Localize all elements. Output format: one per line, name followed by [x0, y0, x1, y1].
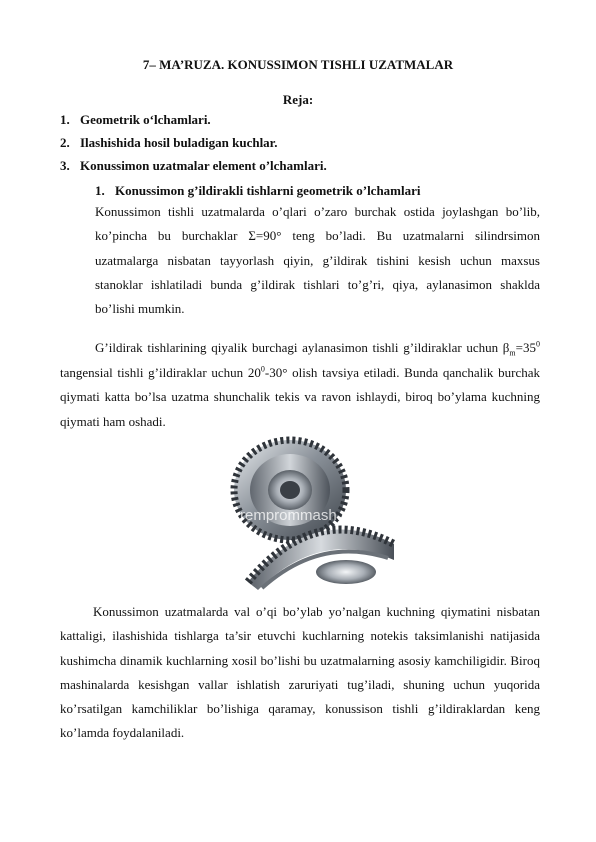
plan-item: [60, 131, 540, 154]
upper-gear-shape: [234, 440, 346, 540]
plan-item: [60, 154, 540, 177]
paragraph-drawbacks: Konussimon uzatmalarda val o’qi bo’ylab yo’nalgan kuchning qiymatini nisbatan kattaligi, ilashishida tishlarga ta’sir etuvchi kuchlarning notekis taksimlanishi natijasida kushimcha dinamik kuchlarning xosil bo’lishi bu uzatmalarning asosiy kamchiligidir. Biroq mashinalarda kesishgan vallar ishlatish zaruriyati tug’iladi, shuning uchun yuqorida ko’rsatilgan kamchiliklar bo’lishiga qaramay, konussison tishli g’ildiraklardan keng ko’lamda foydalaniladi.: [60, 604, 540, 741]
paragraph-intro: Konussimon tishli uzatmalarda o’qlari o’zaro burchak ostida joylashgan bo’lib, ko’pincha bu burchaklar Σ=90° teng bo’ladi. Bu uzatmalarni silindrsimon uzatmalarga nisbatan tayyorlash qiyin, g’ildirak tishini kesish uchun maxsus stanoklar ishlatiladi bunda g’ildirak tishlari to’g’ri, qiya, aylanasimon shaklda bo’lishi mumkin.: [95, 204, 540, 317]
degree-superscript: 0: [260, 364, 265, 374]
paragraph-helix-angle: [60, 336, 540, 434]
figure-watermark: remprommash.ru: [240, 507, 355, 524]
paragraph-text: -30° olish tavsiya etiladi. Bunda qanchalik burchak qiymati katta bo’lsa uzatma shunchalik tekis va ravon ishlaydi, biroq bo’ylama kuchning qiymati ham oshadi.: [60, 364, 540, 429]
section-number: 1.: [95, 183, 105, 198]
plan-list: [60, 108, 540, 177]
degree-superscript: 0: [536, 339, 540, 349]
lecture-title: 7– MA’RUZA. KONUSSIMON TISHLI UZATMALAR: [142, 57, 454, 72]
plan-item-number: 2.: [60, 135, 70, 150]
paragraph-text: G’ildirak tishlarining qiyalik burchagi aylanasimon tishli g’ildiraklar uchun β: [95, 340, 510, 355]
plan-item-text: Ilashishida hosil buladigan kuchlar.: [80, 135, 278, 150]
plan-item-number: 1.: [60, 112, 70, 127]
plan-item: [60, 108, 540, 131]
section-heading-text: Konussimon g’ildirakli tishlarni geometrik o’lchamlari: [115, 183, 421, 198]
paragraph-text: tangensial tishli g’ildiraklar uchun 20: [60, 364, 261, 380]
plan-item-text: Geometrik o‘lchamlari.: [80, 112, 211, 127]
plan-item-number: 3.: [60, 158, 70, 173]
paragraph-text: =35: [515, 340, 536, 355]
section-heading: [95, 183, 421, 199]
plan-item-text: Konussimon uzatmalar element o’lchamlari.: [80, 158, 327, 173]
bevel-gears-image: [228, 432, 400, 592]
plan-heading: Reja:: [282, 92, 314, 107]
beta-subscript: m: [509, 348, 516, 358]
bevel-gears-figure: [228, 432, 400, 592]
